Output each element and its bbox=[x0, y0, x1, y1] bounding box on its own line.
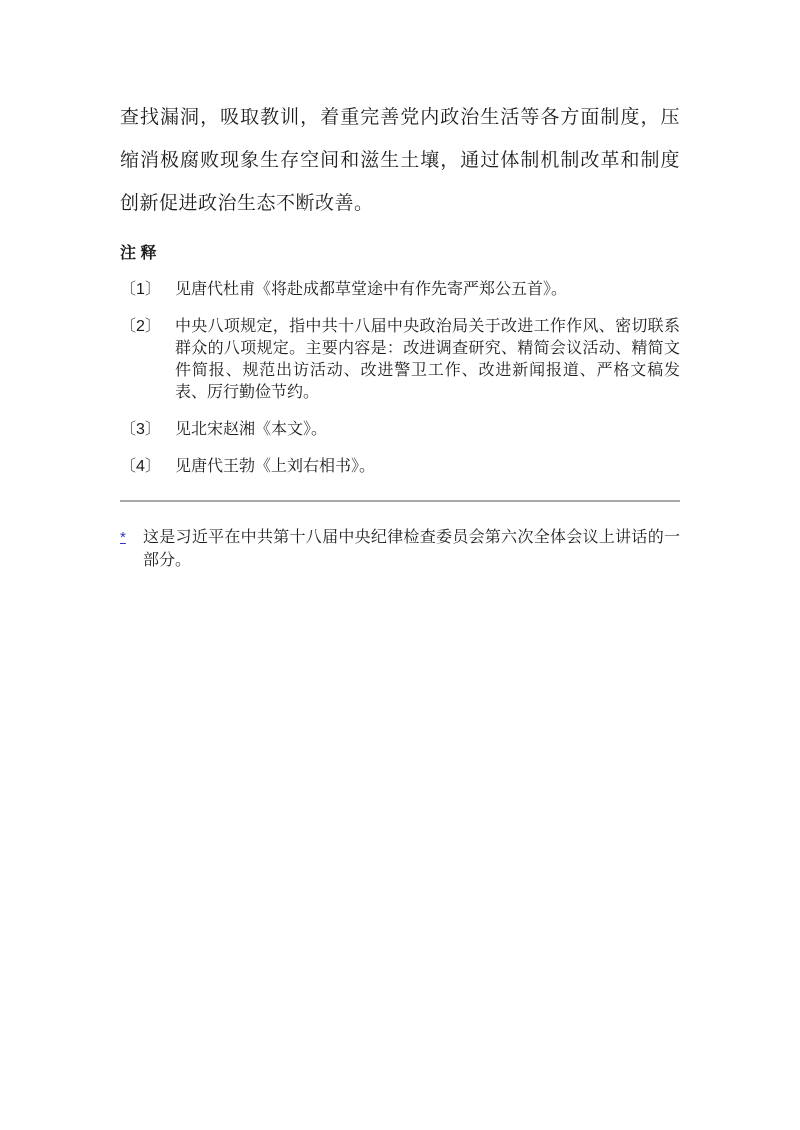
footnote-divider bbox=[120, 500, 680, 502]
note-number: 〔1〕 bbox=[120, 281, 161, 298]
notes-list bbox=[120, 279, 680, 478]
footnote bbox=[120, 526, 680, 572]
note-text: 见唐代王勃《上刘右相书》。 bbox=[175, 458, 376, 475]
note-item-2 bbox=[120, 316, 680, 404]
note-text: 中央八项规定，指中共十八届中央政治局关于改进工作作风、密切联系群众的八项规定。主要内容是：改进调查研究、精简会议活动、精简文件简报、规范出访活动、改进警卫工作、改进新闻报道、严格文稿发表、厉行勤俭节约。 bbox=[175, 318, 680, 401]
note-item-4 bbox=[120, 456, 680, 478]
notes-heading: 注 释 bbox=[120, 245, 157, 262]
note-number: 〔4〕 bbox=[120, 458, 161, 475]
footnote-marker-link[interactable]: * bbox=[120, 529, 126, 546]
note-item-3 bbox=[120, 419, 680, 441]
note-item-1 bbox=[120, 279, 680, 301]
note-text: 见唐代杜甫《将赴成都草堂途中有作先寄严郑公五首》。 bbox=[175, 281, 568, 298]
footnote-text: 这是习近平在中共第十八届中央纪律检查委员会第六次全体会议上讲话的一部分。 bbox=[143, 529, 680, 569]
note-text: 见北宋赵湘《本文》。 bbox=[175, 421, 328, 438]
body-paragraph: 查找漏洞，吸取教训，着重完善党内政治生活等各方面制度，压缩消极腐败现象生存空间和滋生土壤，通过体制机制改革和制度创新促进政治生态不断改善。 bbox=[120, 107, 680, 214]
note-number: 〔2〕 bbox=[120, 318, 161, 335]
note-number: 〔3〕 bbox=[120, 421, 161, 438]
content-column bbox=[120, 0, 680, 572]
